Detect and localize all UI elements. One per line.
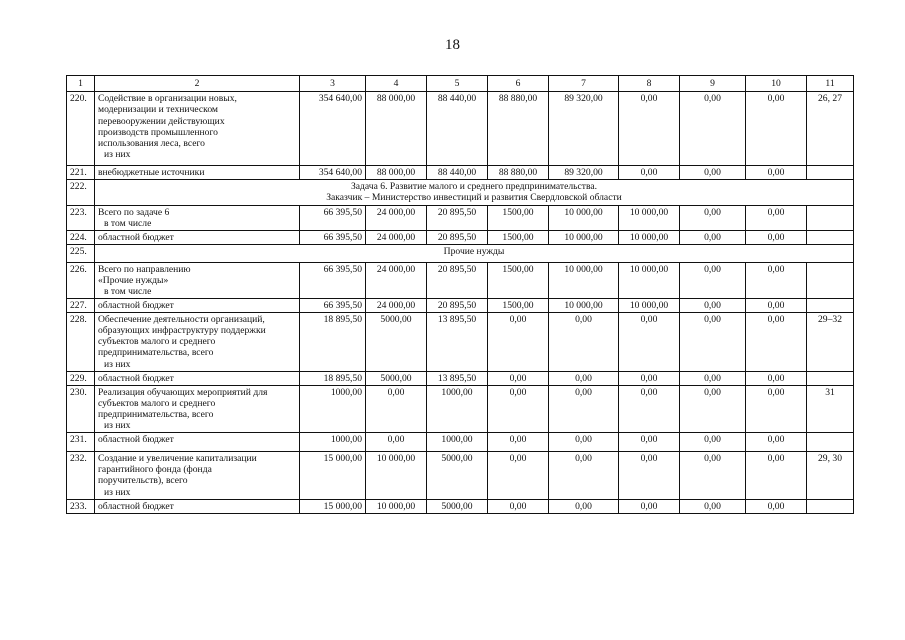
value-cell: 0,00 xyxy=(549,385,619,432)
target-reference xyxy=(807,206,854,231)
value-cell: 0,00 xyxy=(366,385,427,432)
value-cell: 18 895,50 xyxy=(300,371,366,385)
header-row xyxy=(67,76,854,92)
value-cell: 354 640,00 xyxy=(300,166,366,180)
row-description xyxy=(95,451,300,499)
value-cell: 10 000,00 xyxy=(366,451,427,499)
header-cell: 6 xyxy=(488,76,549,92)
row-description xyxy=(95,371,300,385)
value-cell: 15 000,00 xyxy=(300,499,366,513)
target-reference: 29–32 xyxy=(807,312,854,371)
description-line: образующих инфраструктуру поддержки xyxy=(98,324,266,336)
value-cell: 0,00 xyxy=(746,312,807,371)
row-description xyxy=(95,262,300,298)
row-description xyxy=(95,312,300,371)
description-line: Создание и увеличение капитализации xyxy=(98,452,257,464)
value-cell: 0,00 xyxy=(680,312,746,371)
row-number: 232. xyxy=(67,451,95,499)
section-heading-line: Прочие нужды xyxy=(443,245,505,257)
target-reference: 29, 30 xyxy=(807,451,854,499)
value-cell: 0,00 xyxy=(746,371,807,385)
row-description xyxy=(95,166,300,180)
value-cell: 0,00 xyxy=(680,385,746,432)
value-cell: 0,00 xyxy=(680,230,746,244)
row-number: 220. xyxy=(67,92,95,166)
target-reference xyxy=(807,262,854,298)
value-cell: 89 320,00 xyxy=(549,166,619,180)
description-line: областной бюджет xyxy=(98,433,174,445)
section-heading-line: Задача 6. Развитие малого и среднего предпринимательства. xyxy=(350,181,598,192)
target-reference: 31 xyxy=(807,385,854,432)
row-description xyxy=(95,432,300,451)
value-cell: 0,00 xyxy=(746,92,807,166)
target-reference xyxy=(807,432,854,451)
table-row xyxy=(67,371,854,385)
value-cell: 88 440,00 xyxy=(427,92,488,166)
table-row xyxy=(67,432,854,451)
description-line: Обеспечение деятельности организаций, xyxy=(98,313,265,325)
value-cell: 10 000,00 xyxy=(549,298,619,312)
row-description xyxy=(95,298,300,312)
section-heading-line: Заказчик – Министерство инвестиций и развития Свердловской области xyxy=(326,192,622,204)
row-number: 221. xyxy=(67,166,95,180)
value-cell: 1500,00 xyxy=(488,206,549,231)
value-cell: 15 000,00 xyxy=(300,451,366,499)
description-line: использования леса, всего xyxy=(98,138,205,150)
value-cell: 66 395,50 xyxy=(300,206,366,231)
value-cell: 0,00 xyxy=(619,92,680,166)
description-line: Всего по направлению xyxy=(98,263,191,275)
value-cell: 0,00 xyxy=(488,451,549,499)
value-cell: 0,00 xyxy=(746,206,807,231)
value-cell: 0,00 xyxy=(488,371,549,385)
value-cell: 5000,00 xyxy=(366,312,427,371)
row-number: 226. xyxy=(67,262,95,298)
row-description xyxy=(95,230,300,244)
value-cell: 0,00 xyxy=(746,166,807,180)
value-cell: 10 000,00 xyxy=(619,206,680,231)
row-number: 227. xyxy=(67,298,95,312)
value-cell: 20 895,50 xyxy=(427,206,488,231)
value-cell: 20 895,50 xyxy=(427,298,488,312)
value-cell: 0,00 xyxy=(619,451,680,499)
target-reference xyxy=(807,371,854,385)
value-cell: 1500,00 xyxy=(488,230,549,244)
value-cell: 0,00 xyxy=(746,499,807,513)
value-cell: 0,00 xyxy=(549,312,619,371)
row-number: 231. xyxy=(67,432,95,451)
value-cell: 5000,00 xyxy=(366,371,427,385)
value-cell: 0,00 xyxy=(619,432,680,451)
row-number: 225. xyxy=(67,244,95,262)
value-cell: 89 320,00 xyxy=(549,92,619,166)
description-line: Реализация обучающих мероприятий для xyxy=(98,386,268,398)
value-cell: 10 000,00 xyxy=(619,262,680,298)
row-number: 224. xyxy=(67,230,95,244)
description-line: Содействие в организации новых, xyxy=(98,93,237,104)
value-cell: 10 000,00 xyxy=(619,298,680,312)
value-cell: 0,00 xyxy=(549,451,619,499)
row-number: 229. xyxy=(67,371,95,385)
table-row xyxy=(67,298,854,312)
description-subnote: из них xyxy=(104,149,131,161)
value-cell: 0,00 xyxy=(680,432,746,451)
target-reference xyxy=(807,499,854,513)
row-number: 228. xyxy=(67,312,95,371)
value-cell: 10 000,00 xyxy=(619,230,680,244)
description-line: областной бюджет xyxy=(98,372,174,384)
description-line: «Прочие нужды» xyxy=(98,274,169,286)
description-line: областной бюджет xyxy=(98,231,174,243)
value-cell: 354 640,00 xyxy=(300,92,366,166)
value-cell: 5000,00 xyxy=(427,451,488,499)
description-subnote: из них xyxy=(104,358,131,370)
row-description xyxy=(95,92,300,166)
value-cell: 0,00 xyxy=(619,312,680,371)
value-cell: 13 895,50 xyxy=(427,312,488,371)
budget-table xyxy=(66,75,854,514)
description-line: областной бюджет xyxy=(98,299,174,311)
table-row xyxy=(67,206,854,231)
value-cell: 0,00 xyxy=(680,92,746,166)
value-cell: 24 000,00 xyxy=(366,230,427,244)
description-subnote: в том числе xyxy=(104,286,152,298)
value-cell: 24 000,00 xyxy=(366,206,427,231)
row-description xyxy=(95,206,300,231)
value-cell: 20 895,50 xyxy=(427,230,488,244)
description-line: областной бюджет xyxy=(98,500,174,512)
table-row xyxy=(67,262,854,298)
value-cell: 0,00 xyxy=(619,385,680,432)
table-row xyxy=(67,92,854,166)
header-cell: 4 xyxy=(366,76,427,92)
description-line: субъектов малого и среднего xyxy=(98,397,216,409)
description-line: Всего по задаче 6 xyxy=(98,207,170,218)
header-cell: 7 xyxy=(549,76,619,92)
target-reference xyxy=(807,166,854,180)
value-cell: 5000,00 xyxy=(427,499,488,513)
value-cell: 0,00 xyxy=(746,262,807,298)
header-cell: 2 xyxy=(95,76,300,92)
description-line: гарантийного фонда (фонда xyxy=(98,464,212,476)
value-cell: 1000,00 xyxy=(427,385,488,432)
value-cell: 0,00 xyxy=(366,432,427,451)
header-cell: 5 xyxy=(427,76,488,92)
value-cell: 0,00 xyxy=(680,298,746,312)
table-row xyxy=(67,244,854,262)
value-cell: 88 440,00 xyxy=(427,166,488,180)
table-row xyxy=(67,451,854,499)
row-description xyxy=(95,499,300,513)
value-cell: 0,00 xyxy=(488,499,549,513)
value-cell: 88 880,00 xyxy=(488,166,549,180)
row-number: 233. xyxy=(67,499,95,513)
value-cell: 0,00 xyxy=(549,371,619,385)
value-cell: 10 000,00 xyxy=(366,499,427,513)
value-cell: 0,00 xyxy=(680,206,746,231)
value-cell: 66 395,50 xyxy=(300,298,366,312)
section-heading xyxy=(95,244,854,262)
header-cell: 10 xyxy=(746,76,807,92)
description-line: внебюджетные источники xyxy=(98,167,205,178)
value-cell: 10 000,00 xyxy=(549,206,619,231)
table-row xyxy=(67,230,854,244)
row-description xyxy=(95,385,300,432)
description-line: производств промышленного xyxy=(98,126,218,138)
value-cell: 10 000,00 xyxy=(549,262,619,298)
value-cell: 0,00 xyxy=(680,166,746,180)
description-subnote: в том числе xyxy=(104,218,152,230)
section-heading xyxy=(95,180,854,206)
value-cell: 66 395,50 xyxy=(300,230,366,244)
value-cell: 20 895,50 xyxy=(427,262,488,298)
description-line: предпринимательства, всего xyxy=(98,347,214,359)
value-cell: 13 895,50 xyxy=(427,371,488,385)
value-cell: 24 000,00 xyxy=(366,262,427,298)
table-row xyxy=(67,180,854,206)
value-cell: 18 895,50 xyxy=(300,312,366,371)
value-cell: 88 880,00 xyxy=(488,92,549,166)
description-line: перевооружении действующих xyxy=(98,115,225,127)
target-reference: 26, 27 xyxy=(807,92,854,166)
value-cell: 24 000,00 xyxy=(366,298,427,312)
table-row xyxy=(67,166,854,180)
value-cell: 1000,00 xyxy=(300,432,366,451)
value-cell: 0,00 xyxy=(746,451,807,499)
value-cell: 0,00 xyxy=(680,451,746,499)
description-subnote: из них xyxy=(104,420,131,432)
row-number: 230. xyxy=(67,385,95,432)
table-row xyxy=(67,499,854,513)
value-cell: 0,00 xyxy=(680,371,746,385)
value-cell: 0,00 xyxy=(619,371,680,385)
value-cell: 0,00 xyxy=(746,298,807,312)
header-cell: 1 xyxy=(67,76,95,92)
table-row xyxy=(67,385,854,432)
value-cell: 1500,00 xyxy=(488,262,549,298)
value-cell: 0,00 xyxy=(746,432,807,451)
value-cell: 0,00 xyxy=(619,499,680,513)
value-cell: 1000,00 xyxy=(300,385,366,432)
description-subnote: из них xyxy=(104,486,131,498)
description-line: поручительств), всего xyxy=(98,475,188,487)
header-cell: 3 xyxy=(300,76,366,92)
description-line: субъектов малого и среднего xyxy=(98,336,216,348)
description-line: предпринимательства, всего xyxy=(98,409,214,421)
value-cell: 66 395,50 xyxy=(300,262,366,298)
value-cell: 10 000,00 xyxy=(549,230,619,244)
header-cell: 11 xyxy=(807,76,854,92)
value-cell: 0,00 xyxy=(680,262,746,298)
value-cell: 88 000,00 xyxy=(366,92,427,166)
target-reference xyxy=(807,298,854,312)
header-cell: 8 xyxy=(619,76,680,92)
header-cell: 9 xyxy=(680,76,746,92)
table-row xyxy=(67,312,854,371)
value-cell: 0,00 xyxy=(680,499,746,513)
value-cell: 88 000,00 xyxy=(366,166,427,180)
value-cell: 0,00 xyxy=(488,385,549,432)
value-cell: 1500,00 xyxy=(488,298,549,312)
value-cell: 0,00 xyxy=(549,432,619,451)
value-cell: 0,00 xyxy=(619,166,680,180)
value-cell: 0,00 xyxy=(549,499,619,513)
row-number: 222. xyxy=(67,180,95,206)
value-cell: 0,00 xyxy=(488,312,549,371)
page-number: 18 xyxy=(445,37,460,53)
row-number: 223. xyxy=(67,206,95,231)
description-line: модернизации и техническом xyxy=(98,104,219,116)
value-cell: 0,00 xyxy=(488,432,549,451)
value-cell: 0,00 xyxy=(746,385,807,432)
value-cell: 1000,00 xyxy=(427,432,488,451)
target-reference xyxy=(807,230,854,244)
value-cell: 0,00 xyxy=(746,230,807,244)
